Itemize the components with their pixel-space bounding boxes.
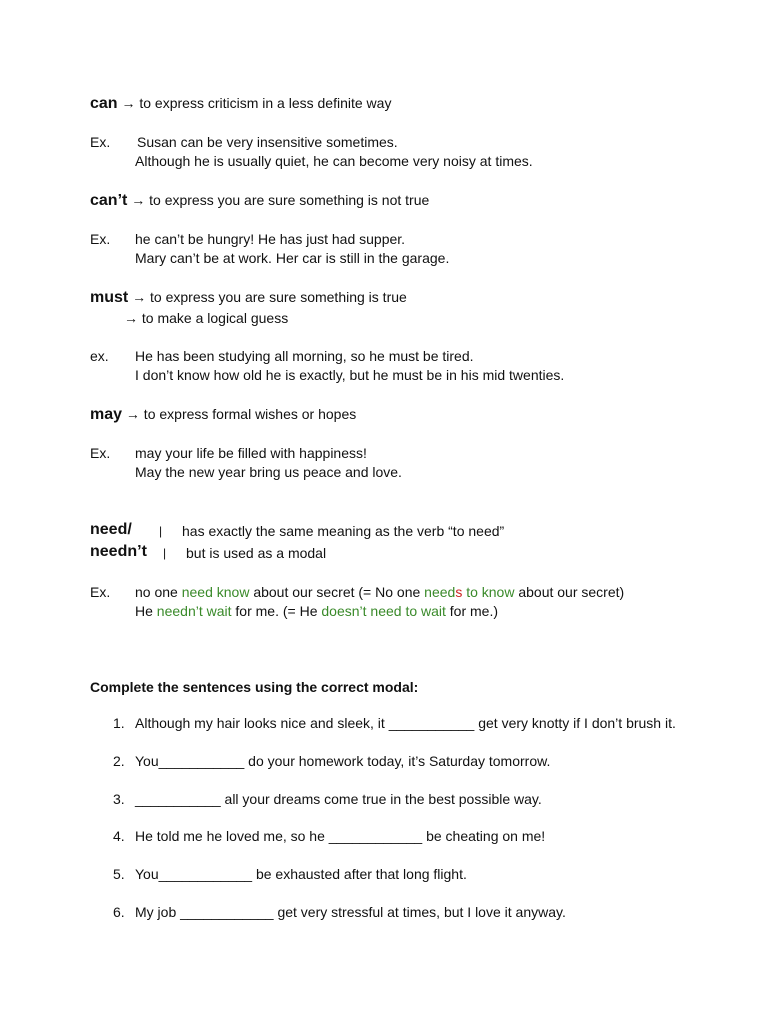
exercise-item-1-number: 1. (113, 715, 125, 731)
need-separator-2: | (163, 546, 167, 560)
can-heading (90, 94, 391, 113)
must-heading (90, 288, 407, 307)
text-run: about our secret) (514, 584, 625, 600)
exercise-item-4: He told me he loved me, so he ____________ be cheating on me! (135, 828, 546, 844)
highlight-green: needn’t wait (156, 603, 232, 619)
may-definition: → to express formal wishes or hopes (122, 406, 357, 422)
need-ex-label: Ex. (90, 584, 111, 600)
need-separator-1: | (159, 524, 163, 538)
may-ex-label: Ex. (90, 445, 111, 461)
can-example-1: Susan can be very insensitive sometimes. (137, 134, 398, 150)
exercise-item-6-number: 6. (113, 904, 125, 920)
text-run: about our secret (= No one (249, 584, 425, 600)
must-definition: → to express you are sure something is true (128, 289, 407, 305)
text-run: for me. (= He (231, 603, 322, 619)
need-description-2: but is used as a modal (186, 545, 327, 561)
can-definition: → to express criticism in a less definite way (117, 95, 392, 111)
can-keyword: can (90, 95, 118, 112)
can-example-2: Although he is usually quiet, he can become very noisy at times. (135, 153, 533, 169)
text-run: for me.) (445, 603, 499, 619)
may-heading (90, 405, 356, 424)
need-example-1 (135, 583, 624, 601)
highlight-green: to know (462, 584, 515, 600)
exercise-item-4-number: 4. (113, 828, 125, 844)
need-example-2 (135, 602, 498, 620)
may-example-1: may your life be filled with happiness! (135, 445, 367, 461)
exercise-item-5: You____________ be exhausted after that long flight. (135, 866, 467, 882)
neednt-keyword: needn’t (90, 543, 147, 560)
need-description-1: has exactly the same meaning as the verb “to need” (182, 523, 505, 539)
exercise-item-2-number: 2. (113, 753, 125, 769)
cant-example-2: Mary can’t be at work. Her car is still in the garage. (135, 250, 450, 266)
exercise-item-3: ___________ all your dreams come true in the best possible way. (135, 791, 542, 807)
text-run: He (135, 603, 157, 619)
cant-ex-label: Ex. (90, 231, 111, 247)
exercise-item-6: My job ____________ get very stressful at times, but I love it anyway. (135, 904, 566, 920)
text-run: no one (135, 584, 182, 600)
can-ex-label: Ex. (90, 134, 111, 150)
cant-definition: → to express you are sure something is not true (127, 192, 430, 208)
highlight-green: doesn’t need to wait (321, 603, 446, 619)
must-definition-2: → to make a logical guess (124, 310, 289, 326)
cant-heading (90, 191, 429, 210)
may-example-2: May the new year bring us peace and love. (135, 464, 402, 480)
highlight-green: need (424, 584, 456, 600)
exercise-item-3-number: 3. (113, 791, 125, 807)
cant-keyword: can’t (90, 192, 128, 209)
need-keyword: need/ (90, 521, 132, 538)
exercise-title: Complete the sentences using the correct modal: (90, 679, 419, 695)
must-example-2: I don’t know how old he is exactly, but he must be in his mid twenties. (135, 367, 565, 383)
may-keyword: may (90, 406, 123, 423)
highlight-red: s (455, 584, 463, 600)
must-example-1: He has been studying all morning, so he must be tired. (135, 348, 474, 364)
cant-example-1: he can’t be hungry! He has just had supper. (135, 231, 406, 247)
highlight-green: need know (181, 584, 250, 600)
exercise-item-5-number: 5. (113, 866, 125, 882)
must-ex-label: ex. (90, 348, 109, 364)
exercise-item-1: Although my hair looks nice and sleek, it ___________ get very knotty if I don’t brush it. (135, 715, 676, 731)
must-keyword: must (90, 289, 129, 306)
exercise-item-2: You___________ do your homework today, it’s Saturday tomorrow. (135, 753, 551, 769)
